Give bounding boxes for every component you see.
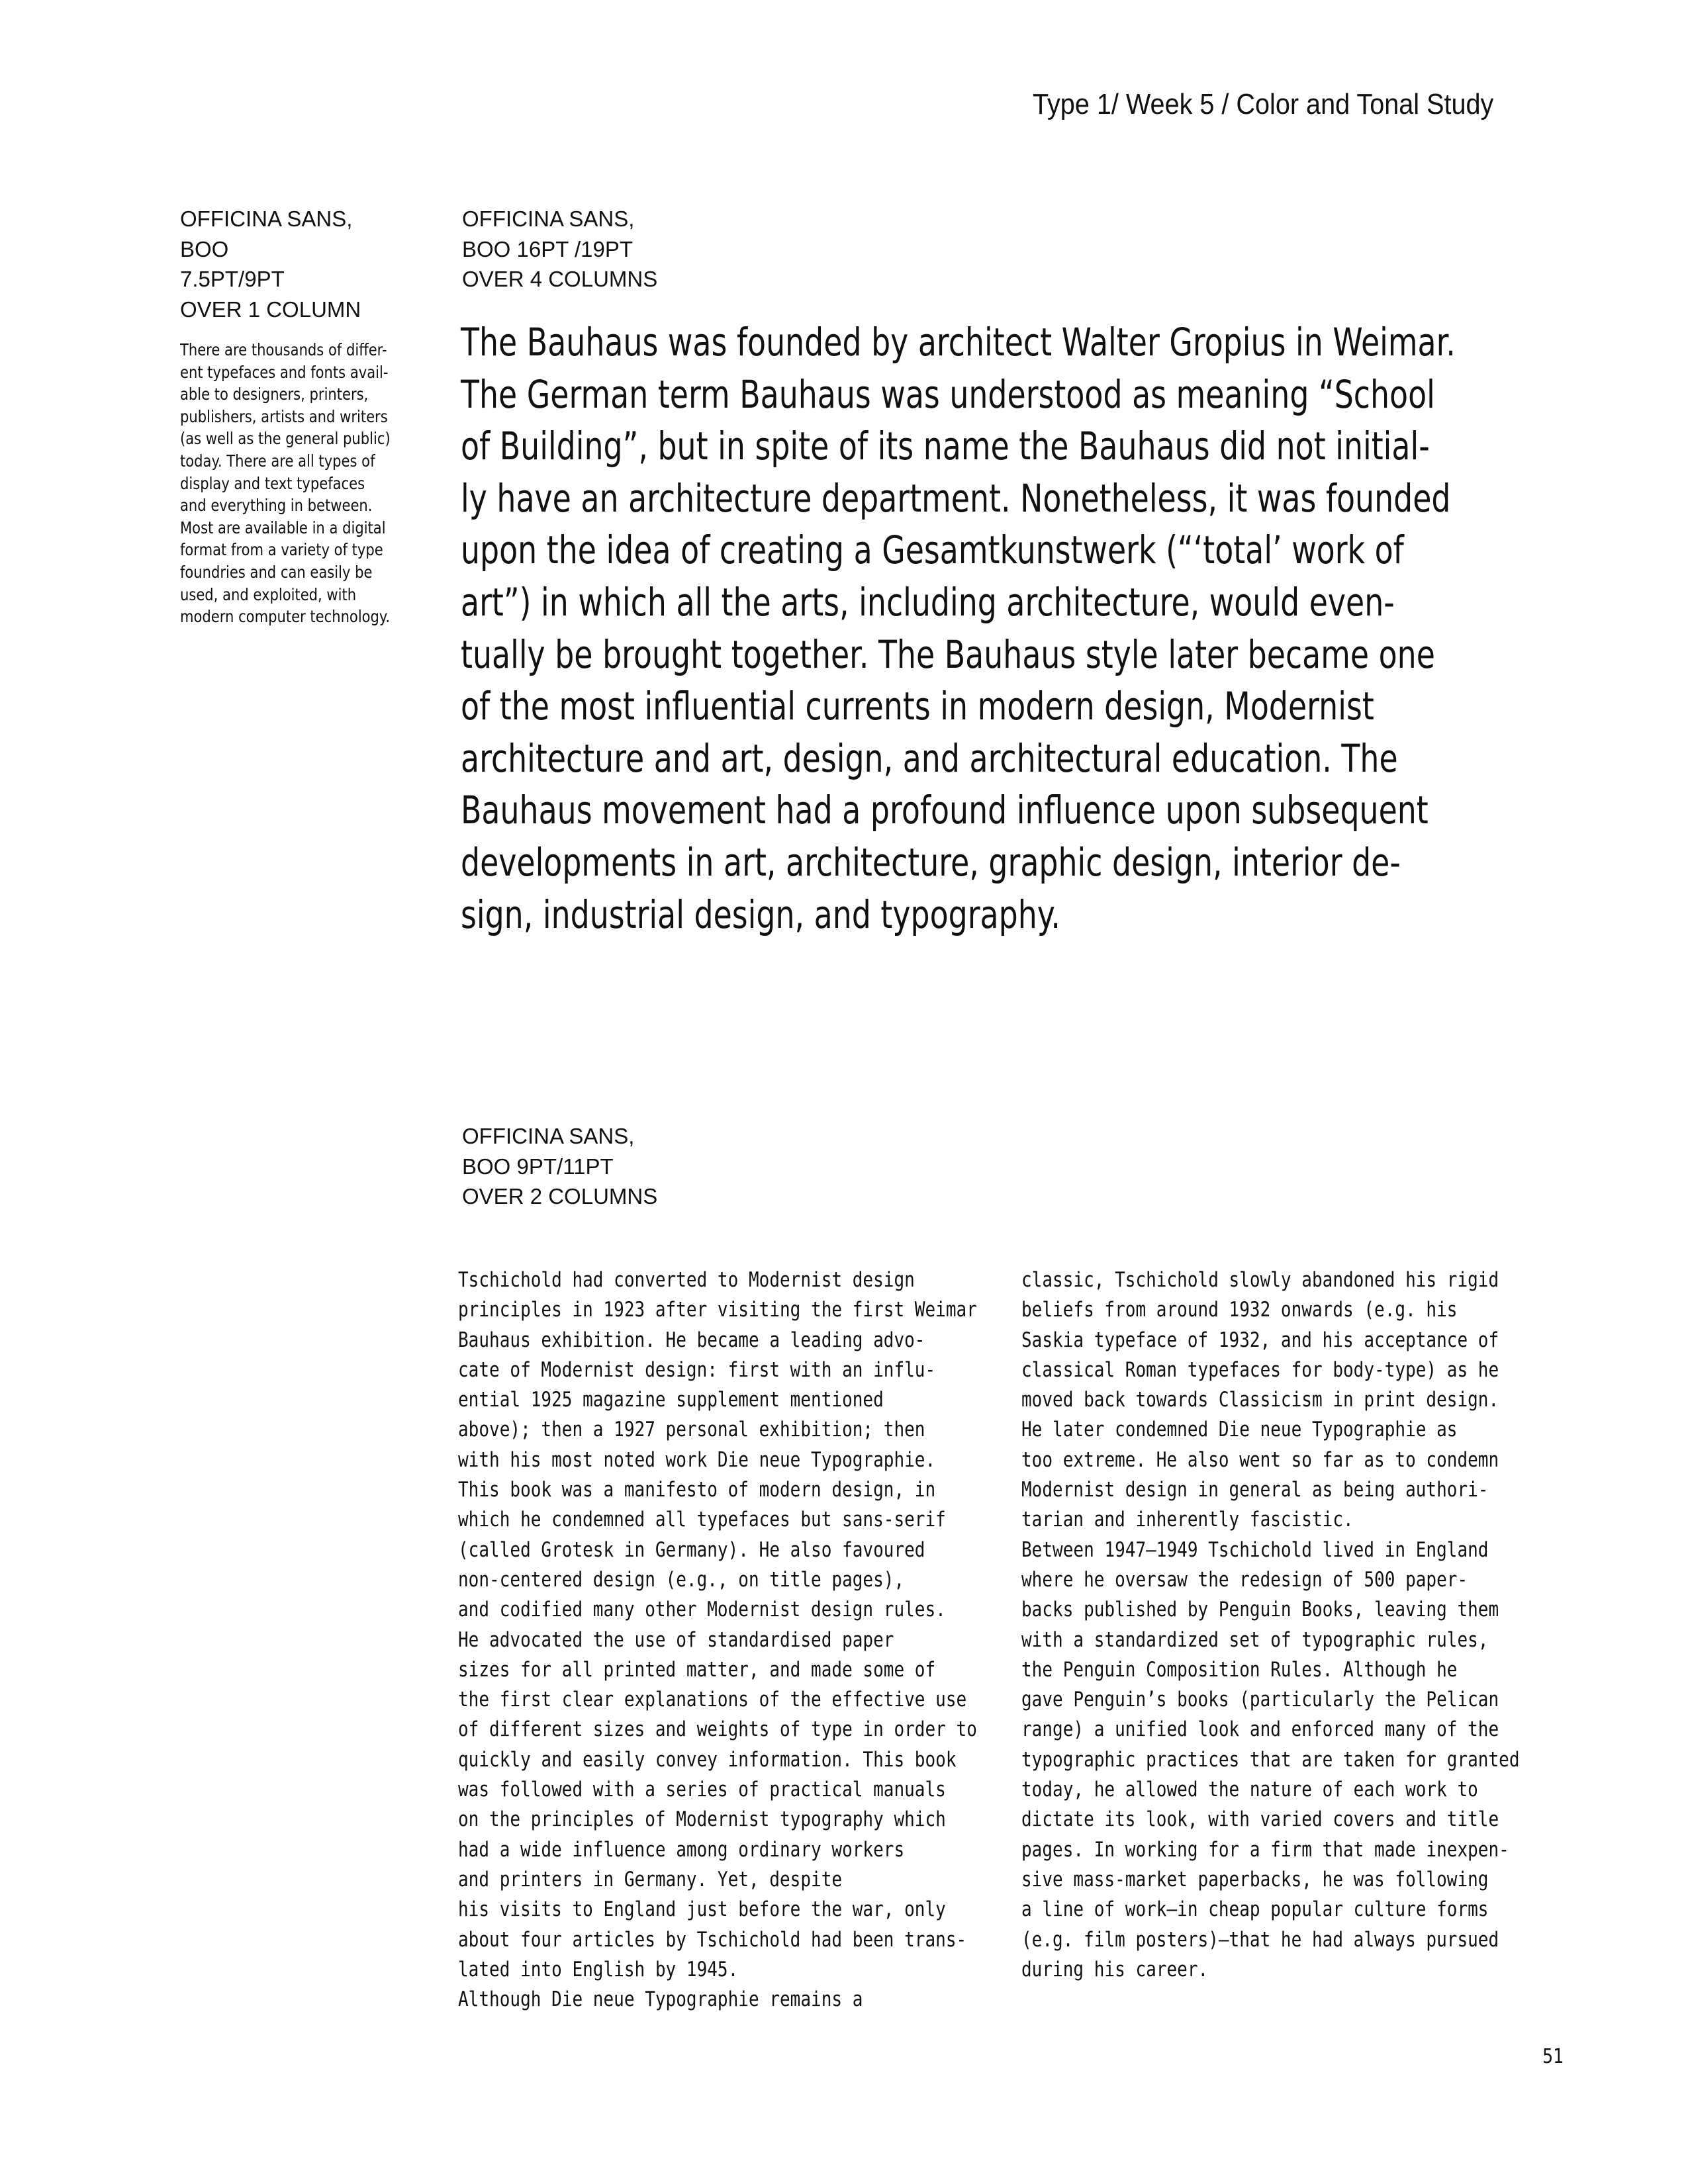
text-line: quickly and easily convey information. This book [458, 1747, 957, 1772]
text-line: Most are available in a digital [180, 518, 386, 537]
specimen-text-one-column [180, 339, 419, 628]
text-line: tarian and inherently fascistic. [1021, 1508, 1354, 1532]
text-line: moved back towards Classicism in print design. [1021, 1388, 1499, 1412]
text-line: The German term Bauhaus was understood as meaning “School [461, 371, 1435, 417]
text-line: beliefs from around 1932 onwards (e.g. his [1021, 1298, 1458, 1322]
text-line: (e.g. film posters)—that he had always pursued [1021, 1927, 1499, 1952]
text-line: upon the idea of creating a Gesamtkunstwerk (“‘total’ work of [461, 527, 1404, 573]
specimen-text-column-left [458, 1265, 977, 2015]
text-line: the Penguin Composition Rules. Although he [1021, 1657, 1458, 1682]
spec-label-one-column [180, 204, 361, 324]
text-line: and codified many other Modernist design rules. [458, 1598, 946, 1622]
text-line: sign, industrial design, and typography. [461, 891, 1060, 937]
text-line: Tschichold had converted to Modernist design [458, 1268, 915, 1292]
spec-label-two-columns [462, 1121, 657, 1212]
text-line: dictate its look, with varied covers and title [1021, 1807, 1499, 1832]
text-line: of Building”, but in spite of its name the Bauhaus did not initial- [461, 424, 1430, 469]
spec-label-line: OFFICINA SANS, [462, 1124, 635, 1148]
text-line: used, and exploited, with [180, 584, 357, 604]
text-line: There are thousands of differ- [180, 340, 387, 359]
text-line: foundries and can easily be [180, 562, 373, 582]
text-line: (called Grotesk in Germany). He also favoured [458, 1537, 925, 1562]
text-line: developments in art, architecture, graphic design, interior de- [461, 839, 1401, 885]
text-line: Bauhaus exhibition. He became a leading advo- [458, 1328, 925, 1352]
text-line: This book was a manifesto of modern design, in [458, 1478, 936, 1502]
text-line: typographic practices that are taken for granted [1021, 1747, 1520, 1772]
specimen-text-column-right [1021, 1265, 1520, 1985]
text-line: tually be brought together. The Bauhaus style later became one [461, 631, 1435, 677]
spec-label-line: BOO [180, 236, 229, 261]
spec-label-line: BOO 16PT /19PT [462, 236, 633, 261]
text-line: lated into English by 1945. [458, 1957, 739, 1981]
text-line: classic, Tschichold slowly abandoned his rigid [1021, 1268, 1499, 1292]
text-line: during his career. [1021, 1957, 1209, 1981]
spec-label-line: OFFICINA SANS, [462, 206, 635, 231]
text-line: architecture and art, design, and architectural education. The [461, 735, 1398, 781]
spec-label-line: 7.5PT/9PT [180, 267, 285, 291]
spec-label-line: OVER 2 COLUMNS [462, 1184, 658, 1208]
text-line: He later condemned Die neue Typographie as [1021, 1418, 1458, 1442]
text-line: publishers, artists and writers [180, 406, 388, 426]
text-line: cate of Modernist design: first with an influ- [458, 1357, 936, 1382]
text-line: sizes for all printed matter, and made some of [458, 1657, 936, 1682]
text-line: ly have an architecture department. Nonetheless, it was founded [461, 475, 1451, 521]
text-line: range) a unified look and enforced many of the [1021, 1717, 1499, 1742]
text-line: He advocated the use of standardised paper [458, 1627, 894, 1652]
spec-label-four-columns [462, 204, 657, 295]
page-header-title: Type 1/ Week 5 / Color and Tonal Study [1033, 88, 1494, 120]
text-line: Between 1947–1949 Tschichold lived in England [1021, 1537, 1489, 1562]
spec-label-line: OVER 4 COLUMNS [462, 267, 658, 291]
text-line: which he condemned all typefaces but sans-serif [458, 1508, 946, 1532]
text-line: modern computer technology. [180, 607, 391, 627]
text-line: art”) in which all the arts, including architecture, would even- [461, 579, 1395, 625]
text-line: Bauhaus movement had a profound influence upon subsequent [461, 788, 1429, 833]
text-line: pages. In working for a firm that made inexpen- [1021, 1837, 1509, 1862]
text-line: Although Die neue Typographie remains a [458, 1987, 863, 2012]
text-line: too extreme. He also went so far as to condemn [1021, 1447, 1499, 1472]
text-line: on the principles of Modernist typography which [458, 1807, 946, 1832]
text-line: his visits to England just before the war, only [458, 1897, 946, 1922]
text-line: was followed with a series of practical manuals [458, 1778, 946, 1802]
text-line: today, he allowed the nature of each work to [1021, 1778, 1478, 1802]
text-line: non-centered design (e.g., on title pages), [458, 1567, 905, 1592]
text-line: of different sizes and weights of type in order to [458, 1717, 977, 1742]
text-line: backs published by Penguin Books, leaving them [1021, 1598, 1499, 1622]
text-line: able to designers, printers, [180, 385, 369, 404]
specimen-text-four-columns [461, 316, 1454, 940]
text-line: (as well as the general public) [180, 429, 391, 449]
text-line: with his most noted work Die neue Typographie. [458, 1447, 936, 1472]
text-line: ent typefaces and fonts avail- [180, 362, 389, 382]
text-line: today. There are all types of [180, 451, 375, 471]
text-line: The Bauhaus was founded by architect Walter Gropius in Weimar. [461, 320, 1456, 365]
spec-label-line: OFFICINA SANS, [180, 206, 353, 231]
text-line: about four articles by Tschichold had been trans- [458, 1927, 967, 1952]
text-line: display and text typefaces [180, 473, 365, 493]
text-line: sive mass-market paperbacks, he was following [1021, 1867, 1489, 1891]
text-line: and printers in Germany. Yet, despite [458, 1867, 843, 1891]
text-line: with a standardized set of typographic rules, [1021, 1627, 1489, 1652]
text-line: Modernist design in general as being authori- [1021, 1478, 1489, 1502]
text-line: had a wide influence among ordinary workers [458, 1837, 905, 1862]
text-line: of the most influential currents in modern design, Modernist [461, 684, 1374, 729]
text-line: the first clear explanations of the effective use [458, 1688, 967, 1712]
text-line: Saskia typeface of 1932, and his acceptance of [1021, 1328, 1499, 1352]
page-number: 51 [1542, 2045, 1564, 2068]
text-line: above); then a 1927 personal exhibition; then [458, 1418, 925, 1442]
text-line: ential 1925 magazine supplement mentioned [458, 1388, 884, 1412]
spec-label-line: BOO 9PT/11PT [462, 1154, 614, 1179]
text-line: where he oversaw the redesign of 500 paper- [1021, 1567, 1468, 1592]
text-line: gave Penguin’s books (particularly the Pelican [1021, 1688, 1499, 1712]
text-line: a line of work—in cheap popular culture forms [1021, 1897, 1489, 1922]
text-line: classical Roman typefaces for body-type) as he [1021, 1357, 1499, 1382]
text-line: format from a variety of type [180, 540, 383, 560]
spec-label-line: OVER 1 COLUMN [180, 296, 361, 322]
text-line: and everything in between. [180, 496, 373, 516]
text-line: principles in 1923 after visiting the first Weimar [458, 1298, 977, 1322]
